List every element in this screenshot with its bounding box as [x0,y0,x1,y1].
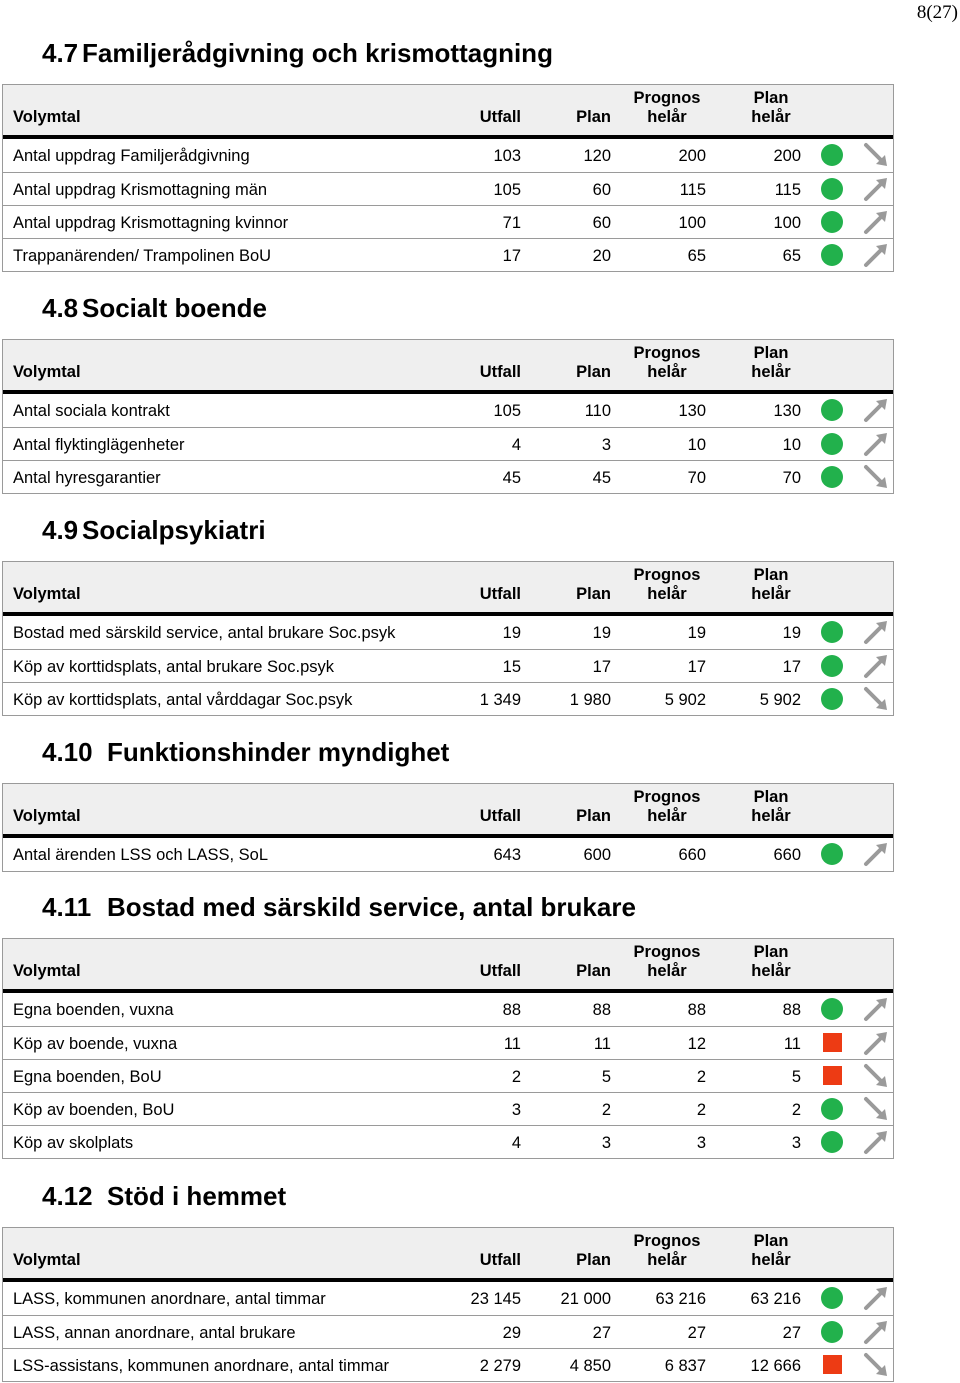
row-utfall: 23 145 [470,1290,521,1308]
status-green-circle-icon [821,178,843,200]
row-plan: 110 [584,402,611,420]
table-header [3,562,893,616]
column-header-plan-helar-line1: Plan [753,943,789,961]
section-title: Stöd i hemmet [107,1181,287,1211]
row-plan-helar: 3 [791,1134,801,1152]
trend-up-arrow-icon [863,209,889,235]
row-utfall: 11 [503,1035,521,1053]
row-prognos: 17 [687,658,706,676]
column-header-prognos-line1: Prognos [633,89,701,107]
section-title: Socialpsykiatri [82,515,266,545]
row-plan-helar: 5 902 [759,691,801,709]
row-prognos: 88 [687,1001,706,1019]
row-label: Antal sociala kontrakt [13,402,170,420]
trend-down-arrow-icon [863,686,889,712]
row-label: Köp av korttidsplats, antal vårddagar Soc.psyk [13,691,353,709]
table-row [3,649,893,682]
column-header-plan: Plan [576,807,611,825]
column-header-plan-helar-line1: Plan [753,566,789,584]
row-plan: 21 000 [560,1290,611,1308]
table-row [3,993,893,1026]
row-plan: 600 [583,846,611,864]
row-label: Antal ärenden LSS och LASS, SoL [13,846,269,864]
status-green-circle-icon [821,399,843,421]
row-utfall: 2 279 [479,1357,521,1375]
column-header-prognos-line2: helår [647,962,687,980]
section-title: Familjerådgivning och krismottagning [82,38,553,68]
row-prognos: 3 [696,1134,706,1152]
table-header [3,784,893,838]
row-plan: 4 850 [569,1357,611,1375]
column-header-prognos-line2: helår [647,108,687,126]
row-plan-helar: 27 [782,1324,801,1342]
row-prognos: 130 [678,402,706,420]
row-utfall: 15 [502,658,521,676]
status-green-circle-icon [821,843,843,865]
row-utfall: 103 [493,147,521,165]
table-row [3,460,893,493]
column-header-prognos [627,943,707,981]
row-prognos: 100 [678,214,706,232]
table-row [3,1348,893,1381]
column-header-volymtal: Volymtal [13,363,81,381]
status-red-square-icon [823,1066,842,1085]
row-label: Egna boenden, BoU [13,1068,162,1086]
column-header-prognos [627,1232,707,1270]
row-plan: 60 [592,181,611,199]
row-plan-helar: 11 [783,1035,801,1053]
column-header-prognos [627,89,707,127]
column-header-volymtal: Volymtal [13,807,81,825]
column-header-plan-helar [741,344,801,382]
row-utfall: 17 [502,247,521,265]
trend-down-arrow-icon [863,1352,889,1378]
row-label: Antal hyresgarantier [13,469,161,487]
trend-down-arrow-icon [863,1096,889,1122]
status-green-circle-icon [821,621,843,643]
row-label: Antal uppdrag Familjerådgivning [13,147,250,165]
column-header-volymtal: Volymtal [13,585,81,603]
table-body [3,394,893,493]
row-label: Antal uppdrag Krismottagning kvinnor [13,214,289,232]
trend-up-arrow-icon [863,242,889,268]
section-number: 4.9 [42,515,79,545]
status-green-circle-icon [821,688,843,710]
trend-up-arrow-icon [863,176,889,202]
row-utfall: 29 [502,1324,521,1342]
trend-up-arrow-icon [863,1129,889,1155]
trend-up-arrow-icon [863,1030,889,1056]
row-utfall: 88 [502,1001,521,1019]
row-label: LSS-assistans, kommunen anordnare, antal timmar [13,1357,390,1375]
row-utfall: 105 [493,402,521,420]
section-heading [42,1181,286,1212]
row-utfall: 71 [502,214,521,232]
table-header [3,340,893,394]
row-plan: 88 [592,1001,611,1019]
table-row [3,838,893,871]
section-number: 4.7 [42,38,79,68]
row-plan-helar: 2 [791,1101,801,1119]
volume-table [2,84,894,272]
table-row [3,616,893,649]
section-heading [42,892,636,923]
section-heading [42,38,553,69]
column-header-utfall: Utfall [479,363,521,381]
row-label: Egna boenden, vuxna [13,1001,174,1019]
row-prognos: 6 837 [664,1357,706,1375]
column-header-plan-helar-line2: helår [751,962,791,980]
table-row [3,1125,893,1158]
status-green-circle-icon [821,466,843,488]
row-prognos: 12 [687,1035,706,1053]
row-plan: 3 [601,436,611,454]
row-prognos: 2 [696,1068,706,1086]
volume-table [2,783,894,872]
row-plan-helar: 88 [782,1001,801,1019]
row-utfall: 1 349 [479,691,521,709]
row-label: Köp av boende, vuxna [13,1035,178,1053]
table-body [3,1282,893,1381]
table-row [3,394,893,427]
row-plan-helar: 65 [782,247,801,265]
column-header-plan-helar [741,89,801,127]
page-number: 8(27) [916,2,958,23]
row-plan-helar: 70 [782,469,801,487]
status-green-circle-icon [821,211,843,233]
column-header-plan: Plan [576,962,611,980]
row-utfall: 2 [511,1068,521,1086]
section-heading [42,737,449,768]
row-label: Antal uppdrag Krismottagning män [13,181,268,199]
row-plan: 45 [592,469,611,487]
column-header-plan-helar-line1: Plan [753,1232,789,1250]
section-number: 4.11 [42,892,92,922]
column-header-plan-helar-line1: Plan [753,344,789,362]
row-plan-helar: 200 [773,147,801,165]
trend-up-arrow-icon [863,1319,889,1345]
volume-table [2,339,894,494]
table-row [3,682,893,715]
table-body [3,616,893,715]
column-header-prognos-line2: helår [647,1251,687,1269]
row-prognos: 10 [687,436,706,454]
status-red-square-icon [823,1033,842,1052]
row-utfall: 19 [502,624,521,642]
row-prognos: 70 [687,469,706,487]
column-header-utfall: Utfall [479,585,521,603]
trend-up-arrow-icon [863,397,889,423]
table-row [3,139,893,172]
trend-down-arrow-icon [863,1063,889,1089]
column-header-plan-helar [741,1232,801,1270]
status-green-circle-icon [821,144,843,166]
table-row [3,1282,893,1315]
row-prognos: 65 [687,247,706,265]
column-header-volymtal: Volymtal [13,108,81,126]
trend-down-arrow-icon [863,142,889,168]
table-body [3,993,893,1158]
row-label: Bostad med särskild service, antal brukare Soc.psyk [13,624,396,642]
table-row [3,205,893,238]
status-green-circle-icon [821,655,843,677]
column-header-plan: Plan [576,1251,611,1269]
table-row [3,1059,893,1092]
table-row [3,172,893,205]
row-plan-helar: 19 [782,624,801,642]
volume-table [2,1227,894,1382]
row-plan: 17 [592,658,611,676]
row-utfall: 45 [502,469,521,487]
section-title: Funktionshinder myndighet [107,737,450,767]
trend-up-arrow-icon [863,653,889,679]
row-utfall: 4 [511,1134,521,1152]
table-row [3,238,893,271]
status-green-circle-icon [821,1287,843,1309]
row-prognos: 115 [679,181,706,199]
row-utfall: 643 [493,846,521,864]
table-row [3,427,893,460]
section-number: 4.12 [42,1181,93,1211]
status-green-circle-icon [821,433,843,455]
column-header-utfall: Utfall [479,108,521,126]
column-header-plan: Plan [576,108,611,126]
volume-table [2,561,894,716]
column-header-prognos-line1: Prognos [633,566,701,584]
column-header-prognos [627,344,707,382]
column-header-volymtal: Volymtal [13,962,81,980]
row-label: Köp av skolplats [13,1134,134,1152]
column-header-plan-helar-line2: helår [751,1251,791,1269]
trend-up-arrow-icon [863,996,889,1022]
status-green-circle-icon [821,1131,843,1153]
section-title: Bostad med särskild service, antal brukare [107,892,636,922]
row-label: Köp av boenden, BoU [13,1101,175,1119]
row-plan-helar: 660 [773,846,801,864]
table-row [3,1026,893,1059]
row-plan-helar: 10 [782,436,801,454]
column-header-plan-helar-line2: helår [751,585,791,603]
column-header-plan-helar [741,788,801,826]
row-label: Antal flyktinglägenheter [13,436,185,454]
trend-up-arrow-icon [863,619,889,645]
column-header-prognos-line1: Prognos [633,344,701,362]
column-header-prognos-line2: helår [647,585,687,603]
column-header-prognos-line2: helår [647,363,687,381]
row-plan-helar: 17 [782,658,801,676]
row-prognos: 63 216 [655,1290,706,1308]
column-header-plan: Plan [576,363,611,381]
row-prognos: 2 [696,1101,706,1119]
row-plan: 20 [592,247,611,265]
section-number: 4.10 [42,737,93,767]
column-header-plan-helar-line2: helår [751,807,791,825]
column-header-prognos-line1: Prognos [633,1232,701,1250]
column-header-utfall: Utfall [479,807,521,825]
column-header-prognos-line2: helår [647,807,687,825]
row-plan-helar: 63 216 [750,1290,801,1308]
status-green-circle-icon [821,1098,843,1120]
status-red-square-icon [823,1355,842,1374]
row-plan: 60 [592,214,611,232]
section-number: 4.8 [42,293,79,323]
column-header-prognos-line1: Prognos [633,943,701,961]
table-header [3,1228,893,1282]
table-header [3,85,893,139]
table-row [3,1092,893,1125]
trend-down-arrow-icon [863,464,889,490]
row-utfall: 3 [511,1101,521,1119]
column-header-prognos [627,788,707,826]
trend-up-arrow-icon [863,841,889,867]
row-label: Trappanärenden/ Trampolinen BoU [13,247,272,265]
row-plan-helar: 5 [791,1068,801,1086]
row-label: LASS, annan anordnare, antal brukare [13,1324,296,1342]
volume-table [2,938,894,1159]
trend-up-arrow-icon [863,431,889,457]
row-prognos: 27 [687,1324,706,1342]
column-header-volymtal: Volymtal [13,1251,81,1269]
row-prognos: 19 [687,624,706,642]
status-green-circle-icon [821,1321,843,1343]
trend-up-arrow-icon [863,1285,889,1311]
row-plan: 27 [592,1324,611,1342]
section-heading [42,293,267,324]
row-plan: 5 [601,1068,611,1086]
table-body [3,139,893,271]
column-header-plan-helar-line1: Plan [753,788,789,806]
row-label: LASS, kommunen anordnare, antal timmar [13,1290,326,1308]
row-plan-helar: 12 666 [750,1357,801,1375]
section-heading [42,515,266,546]
table-header [3,939,893,993]
row-plan: 1 980 [569,691,611,709]
column-header-plan-helar [741,943,801,981]
row-plan: 11 [593,1035,611,1053]
row-plan-helar: 130 [773,402,801,420]
column-header-plan-helar [741,566,801,604]
table-body [3,838,893,871]
column-header-prognos-line1: Prognos [633,788,701,806]
column-header-utfall: Utfall [479,1251,521,1269]
column-header-plan: Plan [576,585,611,603]
row-plan: 2 [601,1101,611,1119]
column-header-plan-helar-line1: Plan [753,89,789,107]
table-row [3,1315,893,1348]
section-title: Socialt boende [82,293,267,323]
status-green-circle-icon [821,998,843,1020]
status-green-circle-icon [821,244,843,266]
row-label: Köp av korttidsplats, antal brukare Soc.psyk [13,658,334,676]
row-plan: 19 [592,624,611,642]
column-header-plan-helar-line2: helår [751,363,791,381]
column-header-plan-helar-line2: helår [751,108,791,126]
column-header-prognos [627,566,707,604]
row-utfall: 4 [511,436,521,454]
row-plan: 120 [583,147,611,165]
row-utfall: 105 [493,181,521,199]
row-prognos: 660 [678,846,706,864]
column-header-utfall: Utfall [479,962,521,980]
row-plan-helar: 115 [774,181,801,199]
row-plan: 3 [601,1134,611,1152]
row-prognos: 5 902 [664,691,706,709]
row-plan-helar: 100 [773,214,801,232]
row-prognos: 200 [678,147,706,165]
